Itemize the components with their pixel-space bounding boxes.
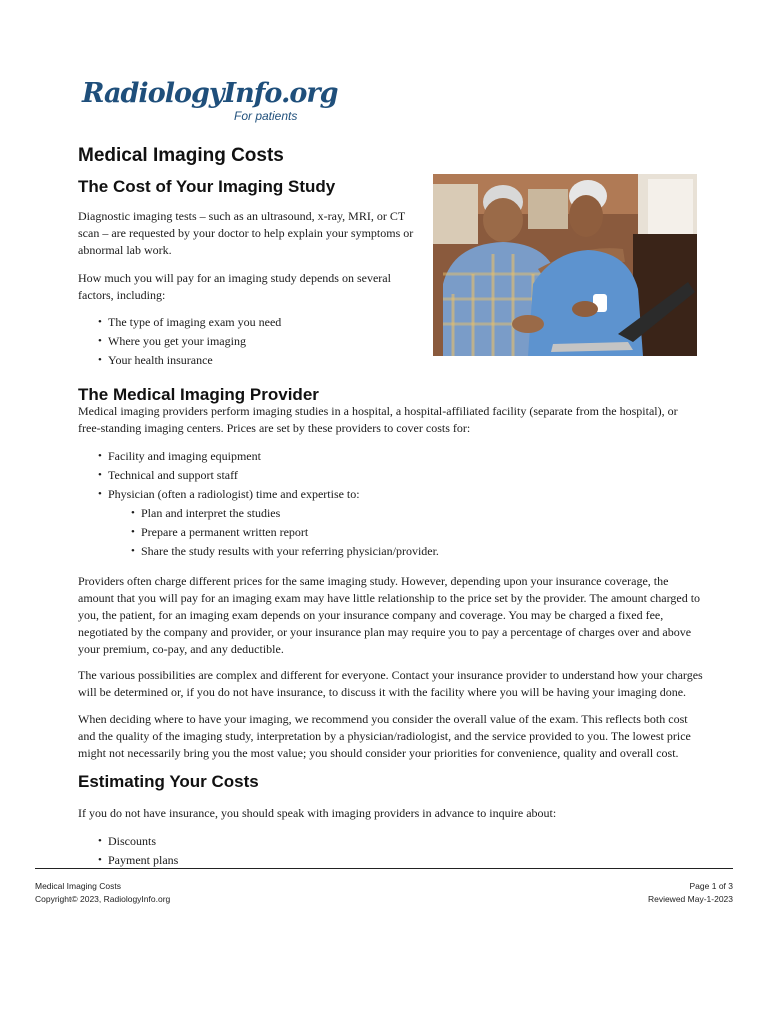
page-title: Medical Imaging Costs — [78, 145, 284, 166]
paragraph: Medical imaging providers perform imaging studies in a hospital, a hospital-affiliated facility (separate from the hospital), or free-standing imaging centers. Prices are set by these providers to cover costs for: — [78, 404, 678, 435]
list-item-text: Physician (often a radiologist) time and expertise to: — [108, 487, 360, 501]
list-item: • Payment plans — [97, 852, 497, 869]
bullet-list — [97, 314, 417, 371]
bullet-list — [97, 448, 657, 562]
list-item: • The type of imaging exam you need — [97, 314, 417, 331]
list-item: • Discounts — [97, 833, 497, 850]
paragraph: If you do not have insurance, you should speak with imaging providers in advance to inquire about: — [78, 806, 557, 820]
list-item: • Share the study results with your referring physician/provider. — [130, 543, 657, 560]
footer-divider — [35, 868, 733, 869]
paragraph: When deciding where to have your imaging, we recommend you consider the overall value of the exam. This reflects both cost and the quality of the imaging study, interpretation by a physician/radiologist, and the service provided to you. The lowest price might not necessarily bring you the most value; you should consider your priorities for convenience, quality and overall cost. — [78, 712, 691, 760]
paragraph: Diagnostic imaging tests – such as an ultrasound, x-ray, MRI, or CT scan – are requested by your doctor to help explain your symptoms or abnormal lab work. — [78, 209, 414, 257]
footer-copyright: Copyright© 2023, RadiologyInfo.org — [35, 894, 171, 904]
logo-wordmark: RadiologyInfo.org — [82, 78, 338, 109]
couple-laptop-photo — [433, 174, 697, 356]
radiologyinfo-logo[interactable] — [82, 78, 338, 130]
footer-reviewed-date: Reviewed May-1-2023 — [647, 894, 733, 904]
list-item: • Your health insurance — [97, 352, 417, 369]
list-item: • Technical and support staff — [97, 467, 657, 484]
nested-bullet-list — [130, 505, 657, 560]
list-item: • Prepare a permanent written report — [130, 524, 657, 541]
footer-doc-title: Medical Imaging Costs — [35, 881, 121, 891]
paragraph: The various possibilities are complex and different for everyone. Contact your insurance provider to understand how your charges will be determined or, if you do not have insurance, to discuss it with the facility where you will be having your imaging done. — [78, 668, 703, 699]
list-item: • Plan and interpret the studies — [130, 505, 657, 522]
section-heading-estimating: Estimating Your Costs — [78, 772, 259, 791]
section-heading-cost: The Cost of Your Imaging Study — [78, 177, 336, 196]
bullet-list — [97, 833, 497, 871]
paragraph: Providers often charge different prices for the same imaging study. However, depending upon your insurance coverage, the amount that you will pay for an imaging exam may have little relationship to the price set by the provider. The amount charged to you, the patient, for an imaging exam depends on your insurance company and coverage. You may be charged a fixed fee, negotiated by the company and provider, or your insurance plan may require you to pay a percentage of charges over and above your premium, co-pay, and any deductible. — [78, 574, 701, 656]
list-item: • Where you get your imaging — [97, 333, 417, 350]
list-item: • Facility and imaging equipment — [97, 448, 657, 465]
list-item — [97, 486, 657, 560]
logo-tagline: For patients — [234, 109, 298, 123]
footer-page-number: Page 1 of 3 — [689, 881, 733, 891]
section-heading-provider: The Medical Imaging Provider — [78, 385, 319, 404]
paragraph: How much you will pay for an imaging study depends on several factors, including: — [78, 271, 391, 302]
